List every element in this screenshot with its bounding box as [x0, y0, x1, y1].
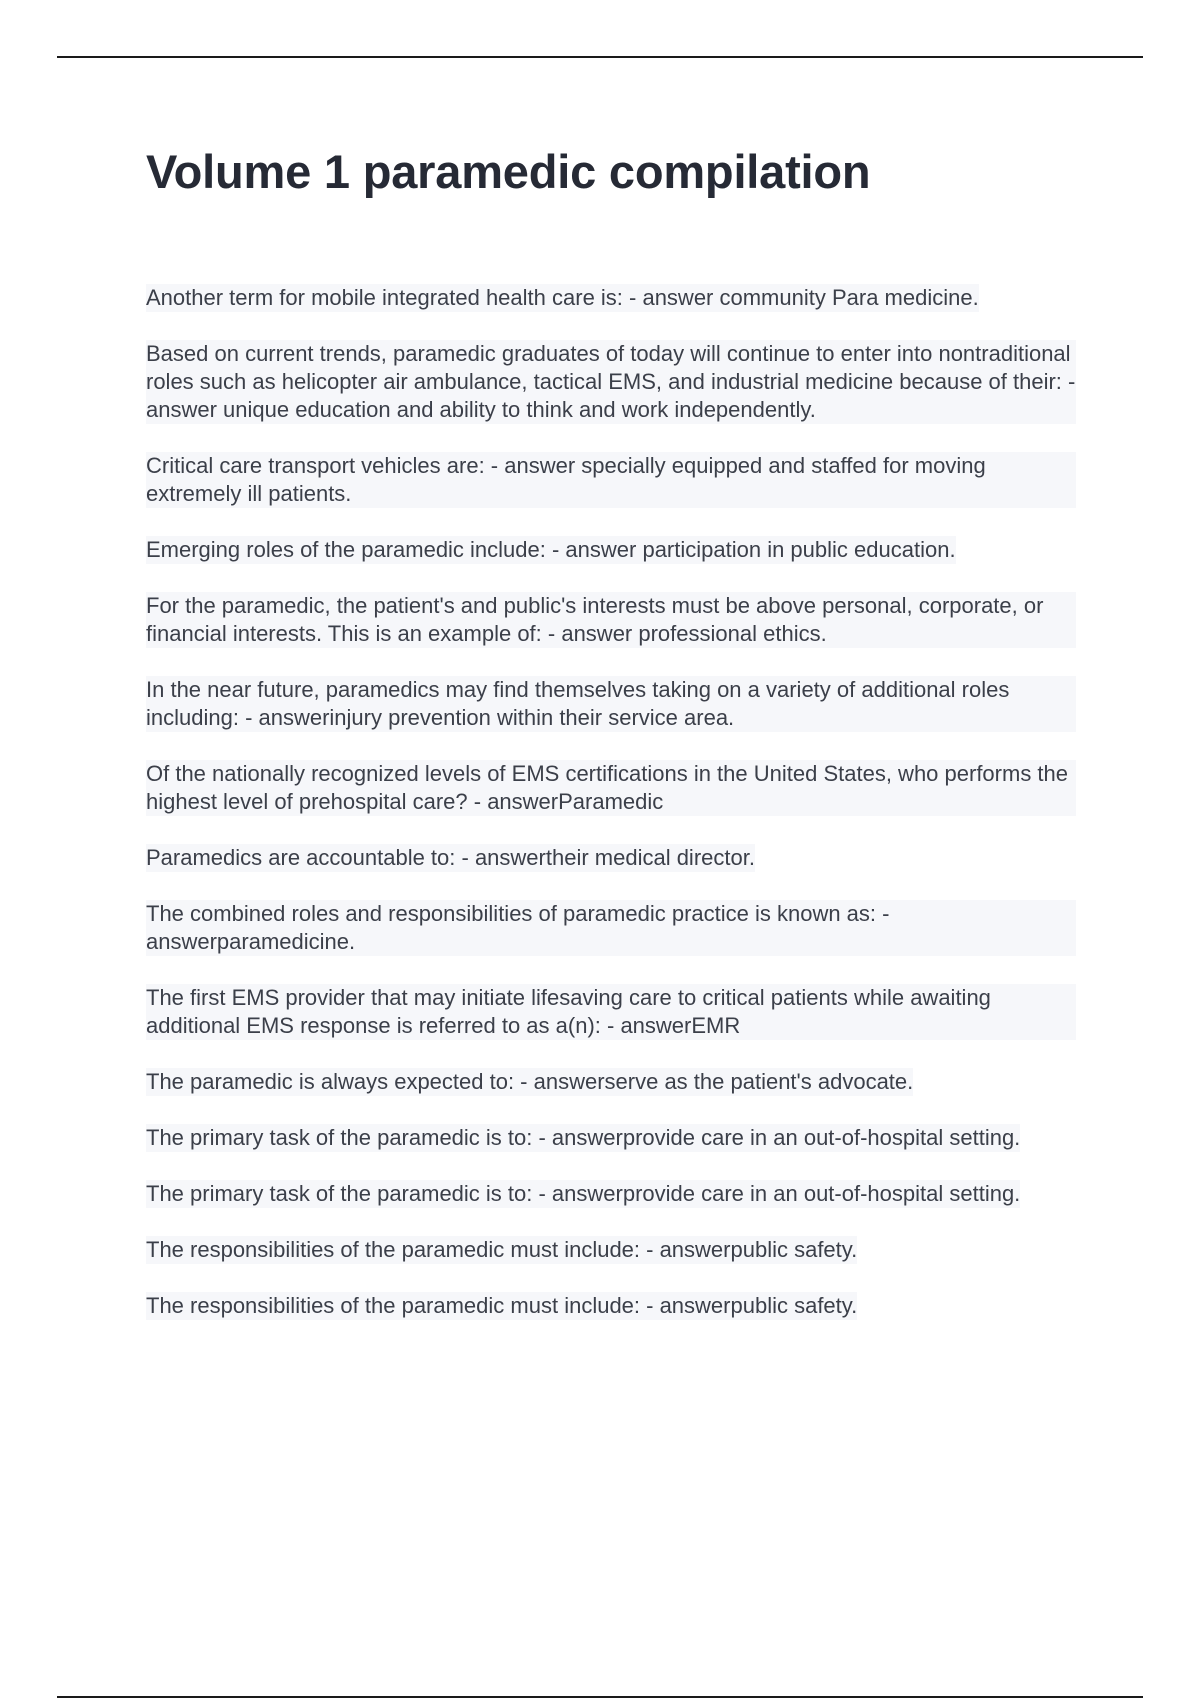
qa-item: The responsibilities of the paramedic must include: - answerpublic safety. — [146, 1293, 858, 1318]
qa-list — [146, 284, 1076, 1348]
qa-item: The paramedic is always expected to: - answerserve as the patient's advocate. — [146, 1069, 914, 1094]
qa-item: Another term for mobile integrated health care is: - answer community Para medicine. — [146, 285, 979, 310]
qa-item: For the paramedic, the patient's and public's interests must be above personal, corporate, or financial interests. This is an example of: - answer professional ethics. — [146, 592, 1076, 648]
qa-item: The combined roles and responsibilities of paramedic practice is known as: - answerparamedicine. — [146, 900, 1076, 956]
page-title: Volume 1 paramedic compilation — [146, 145, 871, 198]
header-rule — [57, 56, 1143, 58]
qa-item: The primary task of the paramedic is to: - answerprovide care in an out-of-hospital setting. — [146, 1181, 1021, 1206]
qa-item: Critical care transport vehicles are: - answer specially equipped and staffed for moving extremely ill patients. — [146, 452, 1076, 508]
qa-item: Of the nationally recognized levels of EMS certifications in the United States, who performs the highest level of prehospital care? - answerParamedic — [146, 760, 1076, 816]
footer-rule — [57, 1696, 1143, 1698]
qa-item: Paramedics are accountable to: - answertheir medical director. — [146, 845, 755, 870]
qa-item: Based on current trends, paramedic graduates of today will continue to enter into nontraditional roles such as helicopter air ambulance, tactical EMS, and industrial medicine because of their: - answer unique education and ability to think and work independently. — [146, 341, 1076, 422]
qa-item: The first EMS provider that may initiate lifesaving care to critical patients while awaiting additional EMS response is referred to as a(n): - answerEMR — [146, 984, 1076, 1040]
qa-item: The responsibilities of the paramedic must include: - answerpublic safety. — [146, 1237, 858, 1262]
qa-item: In the near future, paramedics may find themselves taking on a variety of additional roles including: - answerinjury prevention within their service area. — [146, 676, 1076, 732]
qa-item: The primary task of the paramedic is to: - answerprovide care in an out-of-hospital setting. — [146, 1125, 1021, 1150]
qa-item: Emerging roles of the paramedic include: - answer participation in public education. — [146, 537, 956, 562]
